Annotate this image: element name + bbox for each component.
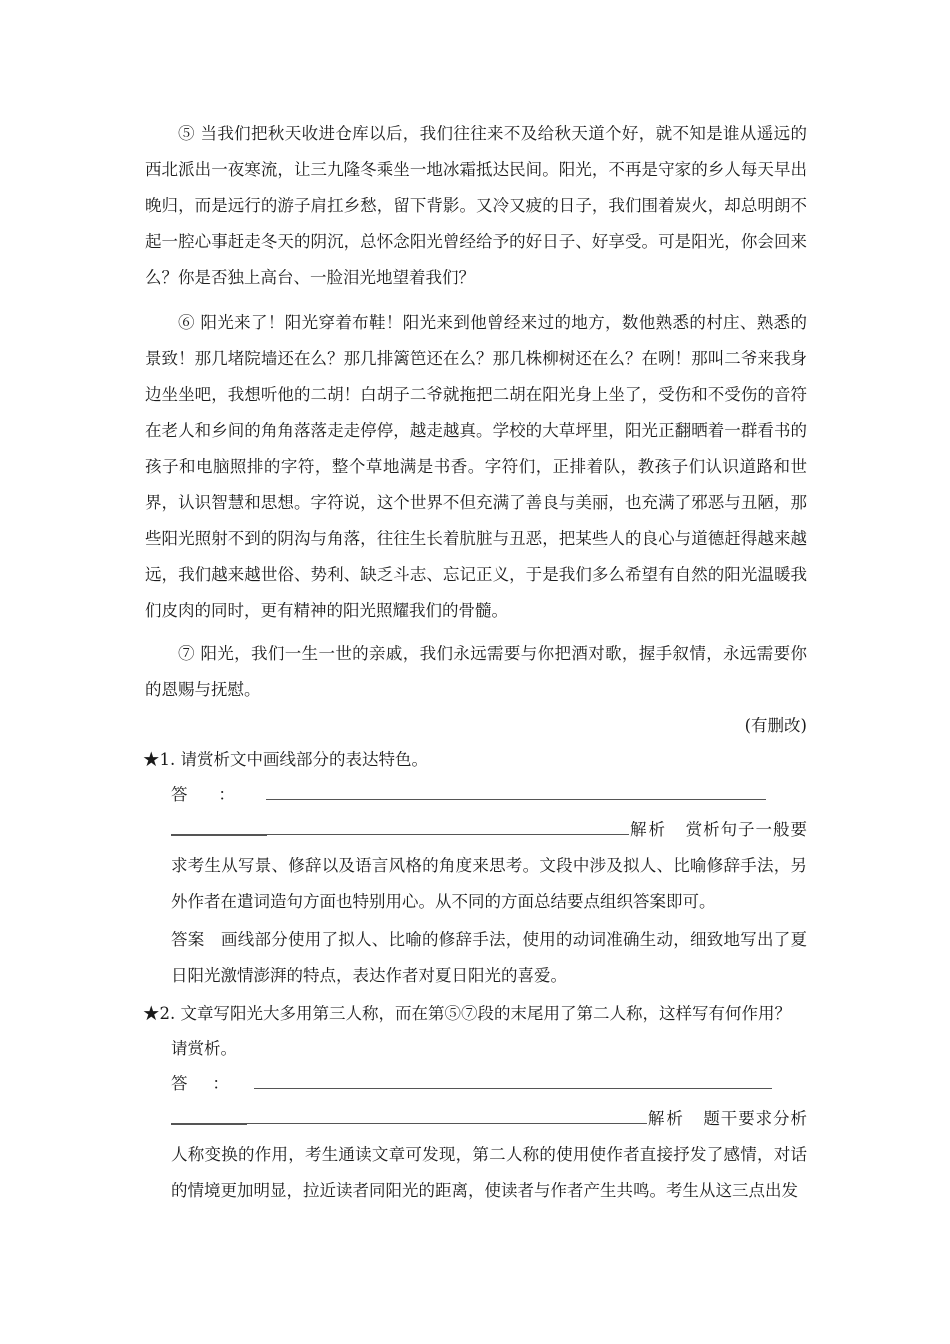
analysis-text: 题干要求分析人称变换的作用，考生通读文章可发现，第二人称的使用使作者直接抒发了感情，对话的情境更加明显，拉近读者同阳光的距离，使读者与作者产生共鸣。考生从这三点出发 (171, 1109, 807, 1200)
paragraph-6: ⑥ 阳光来了！阳光穿着布鞋！阳光来到他曾经来过的地方，数他熟悉的村庄、熟悉的景致！那几堵院墙还在么？那几排篱笆还在么？那几株柳树还在么？在咧！那叫二爷来我身边坐坐吧，我想听他的二胡！白胡子二爷就拖把二胡在阳光身上坐了，受伤和不受伤的音符在老人和乡间的角角落落走走停停，越走越真。学校的大草坪里，阳光正翻晒着一群看书的孩子和电脑照排的字符，整个草地满是书香。字符们，正排着队，教孩子们认识道路和世界，认识智慧和思想。字符说，这个世界不但充满了善良与美丽，也充满了邪恶与丑陋，那些阳光照射不到的阴沟与角落，往往生长着肮脏与丑恶，把某些人的良心与道德赶得越来越远，我们越来越世俗、势利、缺乏斗志、忘记正义，于是我们多么希望有自然的阳光温暖我们皮肉的同时，更有精神的阳光照耀我们的骨髓。 (145, 313, 807, 620)
key-text: 画线部分使用了拟人、比喻的修辞手法，使用的动词准确生动，细致地写出了夏日阳光激情澎湃的特点，表达作者对夏日阳光的喜爱。 (171, 930, 807, 985)
analysis-text: 赏析句子一般要求考生从写景、修辞以及语言风格的角度来思考。文段中涉及拟人、比喻修辞手法，另外作者在遣词造句方面也特别用心。从不同的方面总结要点组织答案即可。 (171, 820, 808, 911)
question-2-title-continued: 请赏析。 (171, 1039, 237, 1058)
key-label: 答案 (171, 930, 205, 949)
source-note: (有删改) (744, 716, 807, 735)
paragraph-5: ⑤ 当我们把秋天收进仓库以后，我们往往来不及给秋天道个好，就不知是谁从遥远的西北派出一夜寒流，让三九隆冬乘坐一地冰霜抵达民间。阳光，不再是守家的乡人每天早出晚归，而是远行的游子肩扛乡愁，留下背影。又冷又疲的日子，我们围着炭火，却总明朗不起一腔心事赶走冬天的阴沉，总怀念阳光曾经给予的好日子、好享受。可是阳光，你会回来么？你是否独上高台、一脸泪光地望着我们？ (145, 124, 807, 287)
answer-blank (254, 1074, 772, 1089)
answer-label: 答： (171, 785, 266, 804)
answer-label: 答： (171, 1074, 254, 1093)
question-1-title: ★1. 请赏析文中画线部分的表达特色。 (143, 750, 428, 769)
paragraph-7: ⑦ 阳光，我们一生一世的亲戚，我们永远需要与你把酒对歌，握手叙情，永远需要你的恩赐与抚慰。 (145, 644, 807, 699)
question-1-analysis (171, 812, 807, 920)
question-1-key (171, 922, 807, 994)
analysis-label: 解析 (647, 1109, 685, 1128)
answer-blank (266, 785, 766, 800)
answer-blank (171, 820, 629, 835)
answer-blank (171, 1109, 647, 1124)
question-2-analysis (171, 1101, 807, 1209)
analysis-label: 解析 (629, 820, 667, 839)
question-2-title: ★2. 文章写阳光大多用第三人称，而在第⑤⑦段的末尾用了第二人称，这样写有何作用？ (143, 1004, 791, 1023)
